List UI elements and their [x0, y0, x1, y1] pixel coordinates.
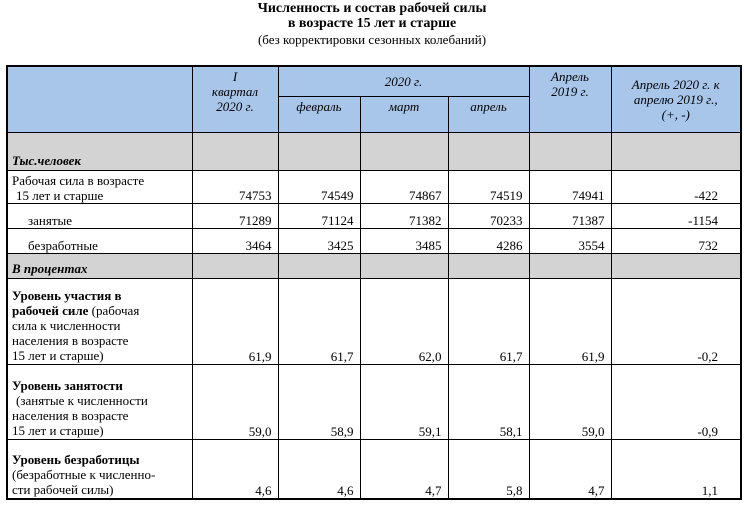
header-change: Апрель 2020 г. к апрелю 2019 г., (+, -) [611, 66, 741, 132]
table-row-employment [7, 364, 741, 439]
header-year-2020: 2020 г. [278, 66, 529, 96]
section-percent [7, 253, 741, 278]
cell-value: 4,6 [278, 439, 360, 499]
labor-force-table [6, 65, 742, 500]
table-row-unemployment [7, 439, 741, 499]
cell-value: 3485 [360, 228, 448, 253]
cell-value: 732 [611, 228, 741, 253]
cell-value: 74549 [278, 170, 360, 203]
cell-value: 59,1 [360, 364, 448, 439]
cell-value: 4,6 [192, 439, 278, 499]
section-label: В процентах [7, 253, 192, 278]
cell-value: 62,0 [360, 278, 448, 364]
cell-value: 74867 [360, 170, 448, 203]
cell-value: -0,2 [611, 278, 741, 364]
cell-value: 71124 [278, 203, 360, 228]
header-q1-2020: I квартал 2020 г. [192, 66, 278, 132]
row-label: Уровень безработицы (безработные к численно- сти рабочей силы) [7, 439, 192, 499]
table-row-employed [7, 203, 741, 228]
header-march: март [360, 96, 448, 132]
cell-value: 71289 [192, 203, 278, 228]
table-row-labor-force [7, 170, 741, 203]
row-label: Уровень участия в рабочей силе (рабочая сила к численности населения в возрасте 15 лет и старше) [7, 278, 192, 364]
header-april-2019: Апрель 2019 г. [529, 66, 611, 132]
cell-value: 61,9 [192, 278, 278, 364]
header-april: апрель [448, 96, 529, 132]
cell-value: 58,9 [278, 364, 360, 439]
row-label: Уровень занятости (занятые к численности населения в возрасте 15 лет и старше) [7, 364, 192, 439]
cell-value: 74519 [448, 170, 529, 203]
cell-value: 59,0 [529, 364, 611, 439]
row-label: Рабочая сила в возрасте 15 лет и старше [7, 170, 192, 203]
cell-value: 3425 [278, 228, 360, 253]
cell-value: 4,7 [360, 439, 448, 499]
header-february: февраль [278, 96, 360, 132]
cell-value: 59,0 [192, 364, 278, 439]
cell-value: 5,8 [448, 439, 529, 499]
row-label: занятые [7, 203, 192, 228]
cell-value: 74753 [192, 170, 278, 203]
title-line-1: Численность и состав рабочей силы [257, 1, 487, 16]
title-line-3: (без корректировки сезонных колебаний) [257, 32, 487, 47]
cell-value: 61,7 [448, 278, 529, 364]
cell-value: -422 [611, 170, 741, 203]
table-row-unemployed [7, 228, 741, 253]
cell-value: -0,9 [611, 364, 741, 439]
cell-value: 4,7 [529, 439, 611, 499]
header-empty-cell [7, 66, 192, 132]
section-thousands [7, 132, 741, 170]
cell-value: 71382 [360, 203, 448, 228]
row-label: безработные [7, 228, 192, 253]
cell-value: 3554 [529, 228, 611, 253]
cell-value: 74941 [529, 170, 611, 203]
cell-value: 61,9 [529, 278, 611, 364]
cell-value: 4286 [448, 228, 529, 253]
title-line-2: в возрасте 15 лет и старше [287, 16, 457, 31]
header-row-1 [7, 66, 741, 96]
cell-value: 1,1 [611, 439, 741, 499]
cell-value: -1154 [611, 203, 741, 228]
section-label: Тыс.человек [7, 132, 192, 170]
table-row-participation [7, 278, 741, 364]
cell-value: 58,1 [448, 364, 529, 439]
cell-value: 3464 [192, 228, 278, 253]
cell-value: 70233 [448, 203, 529, 228]
cell-value: 71387 [529, 203, 611, 228]
cell-value: 61,7 [278, 278, 360, 364]
